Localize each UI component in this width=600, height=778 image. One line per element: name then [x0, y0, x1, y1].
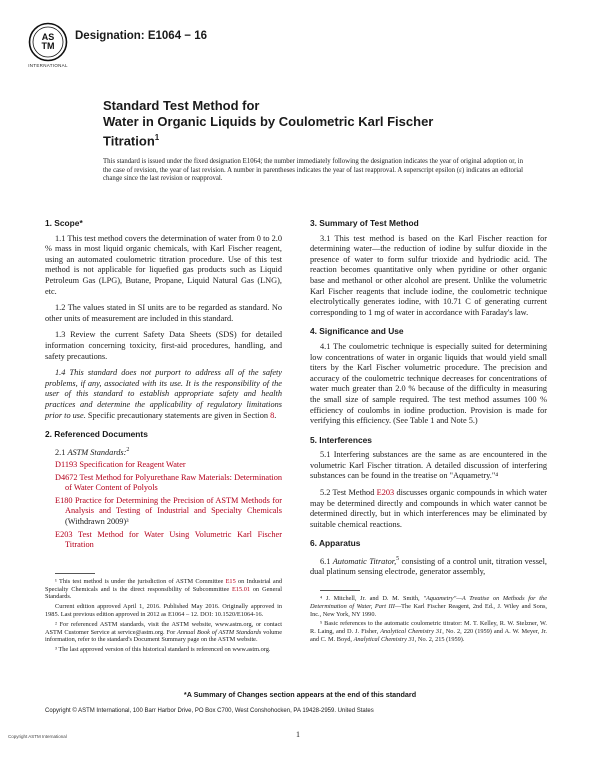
scope-p4 — [45, 368, 282, 421]
significance-p1: 4.1 The coulometric technique is especially suited for determining low concentrations of water in organic liquids that would yield small titers by the Karl Fischer volumetric procedure. The precision and accuracy of the coulometric technique decreases for concentrations of water much greater than 2.0 % because of the difficulty in measuring the small size of sample required. The test method assumes 100 % efficiency of coulombs in iodine production. Provision is made for verifying this efficiency. (See Table 1 and Note 5.) — [310, 341, 547, 426]
footnote-1 — [45, 578, 282, 601]
right-column — [310, 218, 547, 646]
reference-list — [55, 460, 282, 551]
apparatus-p1 — [310, 554, 547, 578]
interferences-p2-rest: discusses organic compounds in which water may be determined directly and compounds in which water cannot be determined directly, but in which interferences may be eliminated by suitable chemical reactions. — [310, 488, 548, 529]
apparatus-p1-num: 6.1 — [320, 556, 333, 566]
apparatus-p1-rest: consisting of a control unit, titration vessel, dual platinum sensing electrode, generator assembly, — [310, 556, 547, 577]
refdocs-intro-sup: 2 — [126, 446, 130, 453]
scope-p3: 1.3 Review the current Safety Data Sheets (SDS) for detailed information concerning toxicity, first-aid procedures, handling, and safety precautions. — [45, 330, 282, 361]
fn5-text-c: , No. 2, 215 (1959). — [414, 635, 465, 643]
refdocs-intro-num: 2.1 — [55, 447, 68, 457]
committee-e15-link[interactable]: E15 — [225, 577, 236, 585]
refdocs-intro — [45, 445, 282, 458]
footnote-2 — [45, 621, 282, 644]
fn2-text: ² For referenced ASTM standards, visit the ASTM website, www.astm.org, or contact ASTM Customer Service at service@astm.org. For — [45, 620, 282, 636]
section-8-link[interactable]: 8 — [270, 410, 275, 420]
left-column — [45, 218, 282, 656]
ref-title-e203[interactable]: Test Method for Water Using Volumetric Karl Fischer Titration — [65, 529, 282, 550]
apparatus-p1-sup: 5 — [396, 556, 400, 563]
footnote-4 — [310, 595, 547, 618]
significance-heading: 4. Significance and Use — [310, 326, 404, 337]
footnote-1-edition: Current edition approved April 1, 2016. Published May 2016. Originally approved in 1985. Last previous edition approved in 2012 as E1064 – 12. DOI: 10.1520/E1064-16. — [45, 603, 282, 618]
document-title — [103, 98, 523, 149]
interferences-p2 — [310, 488, 547, 530]
fn4-italic: "Aquametry"—A Treatise on Methods for the Determination of Water, Part III — [310, 594, 547, 610]
e203-link[interactable]: E203 — [376, 488, 395, 498]
scope-p4-rest: Specific precautionary statements are given in Section — [85, 410, 271, 420]
subcommittee-e15-01-link[interactable]: E15.01 — [232, 585, 251, 593]
reference-item — [55, 530, 282, 551]
ref-link-e180[interactable]: E180 — [55, 495, 73, 505]
summary-of-changes-note: *A Summary of Changes section appears at the end of this standard — [183, 690, 417, 699]
section-significance — [310, 326, 547, 426]
section-interferences — [310, 435, 547, 531]
fn4-text-b: —The Karl Fischer Reagent, 2nd Ed., J. Wiley and Sons, Inc., New York, NY 1990. — [310, 602, 548, 618]
scope-heading: 1. Scope* — [45, 218, 83, 228]
astm-logo-icon — [28, 22, 68, 62]
interferences-p2-start: 5.2 Test Method — [320, 488, 377, 498]
fn5-text-b: , No. 2, 220 (1959) and A. W. Meyer, Jr. and C. M. Boyd, — [310, 628, 547, 643]
ref-link-d1193[interactable]: D1193 — [55, 460, 78, 470]
footnote-divider-right — [320, 590, 360, 591]
summary-p1: 3.1 This test method is based on the Karl Fischer reaction for determining water—the reduction of iodine by sulfur dioxide in the presence of water to form sulfur trioxide and hydriodic acid. The reaction becomes quantitative only when pyridine or other organic base and methanol or other alcohol are present. Unlike the volumetric Karl Fischer reagents that include iodine, the coulometric technique electrolytically generates iodine, with 10.71 C of generating current corresponding to 1 mg of water in accordance with Faraday's law. — [310, 233, 547, 317]
section-referenced-documents — [45, 429, 282, 551]
fn1-text-c: on General Standards. — [45, 585, 283, 601]
fn2-text-b: volume information, refer to the standard's Document Summary page on the ASTM website. — [45, 628, 282, 644]
astm-logo — [28, 22, 68, 72]
scope-p2: 1.2 The values stated in SI units are to be regarded as standard. No other units of measurement are included in this standard. — [45, 303, 282, 323]
interferences-heading: 5. Interferences — [310, 434, 372, 445]
ref-tail: (Withdrawn 2009)³ — [65, 517, 129, 527]
title-line-2: Water in Organic Liquids by Coulometric Karl Fischer — [103, 114, 434, 129]
page-number: 1 — [296, 730, 300, 739]
ref-title-d1193[interactable]: Specification for Reagent Water — [77, 460, 186, 470]
apparatus-heading: 6. Apparatus — [310, 538, 361, 549]
summary-heading: 3. Summary of Test Method — [310, 218, 419, 228]
scope-p4-end: . — [274, 410, 277, 420]
footnotes-left — [45, 578, 282, 654]
title-line-3: Titration — [103, 133, 155, 149]
logo-subtitle: INTERNATIONAL — [28, 63, 68, 68]
footnotes-right — [310, 595, 547, 644]
apparatus-p1-italic: Automatic Titrator, — [332, 556, 397, 566]
fn5-italic-1: Analytical Chemistry 31 — [380, 628, 443, 636]
refdocs-intro-italic: ASTM Standards: — [67, 447, 127, 457]
title-footnote-mark: 1 — [154, 133, 160, 142]
section-scope — [45, 218, 282, 421]
fn4-text: ⁴ J. Mitchell, Jr. and D. M. Smith, — [320, 594, 424, 602]
copyright-stamp: Copyright ASTM International — [8, 734, 67, 739]
footnote-divider — [55, 573, 95, 574]
fn5-italic-2: Analytical Chemistry 31 — [353, 635, 415, 643]
section-summary — [310, 218, 547, 318]
section-apparatus — [310, 538, 547, 578]
fn1-text-b: on Industrial and Specialty Chemicals and is the direct responsibility of Subcommittee — [45, 577, 282, 593]
fn5-text: ⁵ Basic references to the automatic coulometric titrator: M. T. Kelley, R. W. Stelzner, W. R. Laing, and D. J. Fisher, — [310, 620, 547, 636]
fn1-text: ¹ This test method is under the jurisdiction of ASTM Committee — [55, 577, 226, 585]
svg-text:AS: AS — [41, 32, 55, 42]
reference-item — [55, 496, 282, 528]
reference-item — [55, 473, 282, 494]
svg-text:TM: TM — [41, 41, 55, 51]
interferences-p1: 5.1 Interfering substances are the same as are encountered in the volumetric Karl Fischer titration. A detailed discussion of interfering substances can be found in the treatise on "Aquametry."⁴ — [310, 450, 547, 481]
refdocs-heading: 2. Referenced Documents — [45, 429, 148, 440]
issuance-note: This standard is issued under the fixed designation E1064; the number immediately following the designation indicates the year of original adoption or, in the case of revision, the year of last revision. A number in parentheses indicates the year of last reapproval. A superscript epsilon (ε) indicates an editorial change since the last revision or reapproval. — [103, 158, 523, 183]
footnote-3: ³ The last approved version of this historical standard is referenced on www.astm.org. — [55, 646, 271, 654]
scope-p4-italic: 1.4 This standard does not purport to address all of the safety problems, if any, associated with its use. It is the responsibility of the user of this standard to establish appropriate safety and health practices and determine the applicability of regulatory limitations prior to use. — [45, 368, 282, 420]
copyright-line: Copyright © ASTM International, 100 Barr Harbor Drive, PO Box C700, West Conshohocken, PA 19428-2959. United States — [45, 708, 374, 714]
designation: Designation: E1064 − 16 — [75, 30, 207, 42]
fn2-italic: Annual Book of ASTM Standards — [177, 628, 262, 636]
ref-link-e203[interactable]: E203 — [55, 529, 73, 539]
title-line-1: Standard Test Method for — [103, 98, 260, 113]
ref-link-d4672[interactable]: D4672 — [55, 472, 78, 482]
reference-item — [55, 460, 282, 471]
ref-title-e180[interactable]: Practice for Determining the Precision of ASTM Methods for Analysis and Testing of Industrial and Specialty Chemicals — [65, 495, 282, 516]
scope-p1: 1.1 This test method covers the determination of water from 0 to 2.0 % mass in most liquid organic chemicals, with Karl Fischer reagent, using an automated coulometric titration procedure. Use of this test method is not applicable for liquefied gas products such as Liquid Petroleum Gas (LPG), Butane, Propane, Liquid Natural Gas (LNG), etc. — [45, 233, 282, 296]
footnote-5 — [310, 620, 547, 643]
ref-title-d4672[interactable]: Test Method for Polyurethane Raw Materials: Determination of Water Content of Polyols — [65, 472, 282, 493]
